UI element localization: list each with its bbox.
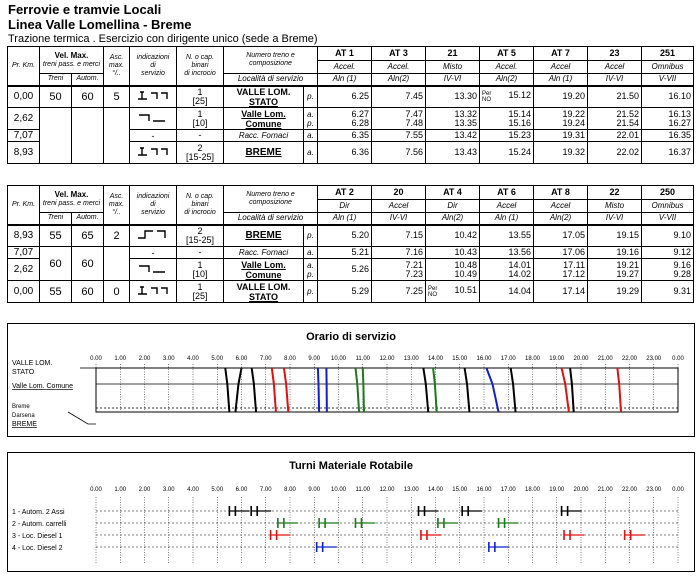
station-name: BREME	[224, 142, 304, 164]
header-indicazioni: indicazioni di servizio	[130, 186, 177, 225]
hour-label: 23.00	[646, 356, 662, 362]
km-value: 8,93	[8, 225, 40, 247]
header-binari: N. o cap. binari di incrocio	[177, 186, 224, 225]
train-time: 9.31	[642, 281, 694, 303]
train-time: 9.16 9.28	[642, 259, 694, 281]
train-composition: Aln (1)	[480, 213, 534, 225]
station-indication	[130, 142, 177, 164]
vel-autom	[72, 108, 104, 164]
train-time: 9.10	[642, 225, 694, 247]
train-time: 6.35	[318, 130, 372, 142]
station-indication	[130, 281, 177, 303]
header-asc: Asc. max. °/..	[104, 47, 130, 86]
train-path	[570, 368, 574, 412]
train-time: 5.29	[318, 281, 372, 303]
station-name: BREME	[224, 225, 304, 247]
train-path	[252, 368, 256, 412]
train-number: 250	[642, 186, 694, 200]
hour-label: 2.00	[138, 487, 151, 493]
train-path	[284, 368, 288, 412]
rolling-stock-shifts	[7, 452, 695, 572]
train-path	[318, 368, 319, 412]
vel-treni: 60	[40, 247, 72, 281]
header-autom: Autom.	[72, 74, 104, 86]
graph-title: Orario di servizio	[306, 331, 396, 343]
hour-label: 16.00	[476, 487, 492, 493]
train-type: Misto	[588, 200, 642, 213]
hour-label: 12.00	[379, 487, 395, 493]
station-symbol-icon	[135, 111, 171, 124]
train-time: 19.15	[588, 225, 642, 247]
hour-label: 11.00	[355, 487, 371, 493]
train-time: 10.43	[426, 247, 480, 259]
timetable-return	[7, 185, 694, 303]
km-value: 7,07	[8, 247, 40, 259]
km-value: 2,62	[8, 108, 40, 130]
km-value: 7,07	[8, 130, 40, 142]
hour-label: 19.00	[549, 356, 565, 362]
train-time: 15.14 15.16	[480, 108, 534, 130]
train-path	[617, 368, 621, 412]
hour-label: 18.00	[524, 487, 541, 493]
train-number: AT 8	[534, 186, 588, 200]
arrival-departure: a.	[304, 247, 318, 259]
hour-label: 10.00	[330, 356, 347, 362]
hour-label: 0.00	[672, 356, 684, 362]
train-type: Misto	[426, 61, 480, 74]
header-indicazioni: indicazioni di servizio	[130, 47, 177, 86]
asc-max	[104, 108, 130, 164]
hour-label: 16.00	[476, 356, 492, 362]
binari-value: -	[177, 130, 224, 142]
asc-max: 2	[104, 225, 130, 247]
header-binari: N. o cap. binari di incrocio	[177, 47, 224, 86]
station-name: Valle Lom. Comune	[224, 108, 304, 130]
train-type: Dir	[426, 200, 480, 213]
train-path	[235, 368, 241, 412]
train-time: 19.29	[588, 281, 642, 303]
train-time: 7.25	[372, 281, 426, 303]
train-number: AT 3	[372, 47, 426, 61]
hour-label: 4.00	[187, 356, 199, 362]
timetable-outbound	[7, 46, 694, 164]
service-graph-svg	[8, 324, 694, 436]
train-composition: Aln(2)	[372, 74, 426, 86]
hour-label: 22.00	[621, 487, 638, 493]
hour-label: 13.00	[403, 487, 419, 493]
train-type: Dir	[318, 200, 372, 213]
header-localita: Località di servizio	[224, 74, 318, 86]
binari-value: 1 [25]	[177, 86, 224, 108]
vel-treni: 55	[40, 225, 72, 247]
train-composition: IV-VI	[588, 74, 642, 86]
station-symbol-icon	[135, 262, 171, 275]
binari-value: 2 [15-25]	[177, 142, 224, 164]
hour-label: 20.00	[573, 356, 589, 362]
train-composition: Aln(2)	[426, 213, 480, 225]
hour-label: 3.00	[162, 356, 175, 362]
train-composition: IV-VI	[426, 74, 480, 86]
shift-row-label: 2 - Autom. carrelli	[12, 521, 67, 528]
train-time: 13.32 13.35	[426, 108, 480, 130]
arrival-departure: a. p.	[304, 108, 318, 130]
train-composition: V-VII	[642, 74, 694, 86]
hour-label: 15.00	[452, 487, 468, 493]
train-time: 19.22 19.24	[534, 108, 588, 130]
graph-connector	[68, 412, 96, 424]
train-type: Accel	[534, 61, 588, 74]
header-localita: Località di servizio	[224, 213, 318, 225]
station-label: BREME	[12, 421, 37, 428]
shift-row-label: 3 - Loc. Diesel 1	[12, 533, 63, 540]
hour-label: 9.00	[308, 487, 321, 493]
station-name: Racc. Fornaci	[224, 130, 304, 142]
train-number: 22	[588, 186, 642, 200]
train-number: AT 7	[534, 47, 588, 61]
train-number: 20	[372, 186, 426, 200]
train-time: 7.45	[372, 86, 426, 108]
hour-label: 9.00	[308, 356, 321, 362]
hour-label: 1.00	[114, 356, 127, 362]
train-path	[272, 368, 276, 412]
hour-label: 14.00	[427, 487, 444, 493]
train-type: Accel.	[318, 61, 372, 74]
train-time: 7.56	[372, 142, 426, 164]
header-pr-km: Pr. Km.	[8, 186, 40, 225]
train-composition: Aln (1)	[534, 74, 588, 86]
train-time: 6.27 6.28	[318, 108, 372, 130]
station-indication: -	[130, 247, 177, 259]
arrival-departure: p.	[304, 86, 318, 108]
train-time: 19.16	[588, 247, 642, 259]
train-path	[511, 368, 516, 412]
hour-label: 0.00	[672, 487, 684, 493]
hour-label: 17.00	[500, 356, 516, 362]
train-path	[433, 368, 437, 412]
vel-treni: 55	[40, 281, 72, 303]
station-name: VALLE LOM. STATO	[224, 281, 304, 303]
hour-label: 11.00	[355, 356, 371, 362]
train-path	[355, 368, 359, 412]
vel-treni	[40, 108, 72, 164]
hour-label: 18.00	[524, 356, 541, 362]
train-time: 13.30	[426, 86, 480, 108]
hour-label: 22.00	[621, 356, 638, 362]
km-value: 0,00	[8, 281, 40, 303]
train-time: 19.20	[534, 86, 588, 108]
train-path	[363, 368, 364, 412]
hour-label: 0.00	[90, 487, 102, 493]
train-composition: Aln(2)	[534, 213, 588, 225]
train-time: 13.42	[426, 130, 480, 142]
hour-label: 3.00	[162, 487, 175, 493]
train-time: 19.21 19.27	[588, 259, 642, 281]
train-number: AT 5	[480, 47, 534, 61]
train-time: 16.35	[642, 130, 694, 142]
train-time: 21.50	[588, 86, 642, 108]
shift-row-label: 1 - Autom. 2 Assi	[12, 509, 65, 516]
station-name: VALLE LOM. STATO	[224, 86, 304, 108]
train-time: 15.24	[480, 142, 534, 164]
vel-autom: 60	[72, 247, 104, 281]
train-type: Accel	[588, 61, 642, 74]
hour-label: 15.00	[452, 356, 468, 362]
train-time: 9.12	[642, 247, 694, 259]
hour-label: 6.00	[235, 487, 248, 493]
train-path	[562, 368, 569, 412]
train-time: 10.42	[426, 225, 480, 247]
binari-value: 1 [10]	[177, 108, 224, 130]
hour-label: 17.00	[500, 487, 516, 493]
header-treni: Treni	[40, 74, 72, 86]
train-composition: IV-VI	[372, 213, 426, 225]
hour-label: 21.00	[597, 487, 613, 493]
hour-label: 20.00	[573, 487, 589, 493]
station-symbol-icon	[135, 228, 171, 241]
vel-autom: 65	[72, 225, 104, 247]
train-time: 5.26	[318, 259, 372, 281]
hour-label: 2.00	[138, 356, 151, 362]
train-type: Accel	[480, 200, 534, 213]
train-time: 17.06	[534, 247, 588, 259]
hour-label: 6.00	[235, 356, 248, 362]
line-subtitle: Trazione termica . Esercizio con dirigente unico (sede a Breme)	[8, 33, 318, 45]
train-time: 7.16	[372, 247, 426, 259]
train-type: Accel	[534, 200, 588, 213]
train-composition: Aln (1)	[318, 213, 372, 225]
train-time: 13.43	[426, 142, 480, 164]
station-indication	[130, 225, 177, 247]
train-composition: IV-VI	[588, 213, 642, 225]
station-name: Racc. Fornaci	[224, 247, 304, 259]
train-time: 13.55	[480, 225, 534, 247]
train-composition: Aln (1)	[318, 74, 372, 86]
hour-label: 4.00	[187, 487, 199, 493]
vel-treni: 50	[40, 86, 72, 108]
hour-label: 7.00	[259, 356, 272, 362]
hour-label: 8.00	[284, 356, 296, 362]
asc-max	[104, 247, 130, 281]
hour-label: 1.00	[114, 487, 127, 493]
page-title: Ferrovie e tramvie Locali	[8, 2, 162, 17]
train-path	[486, 368, 498, 412]
train-time: 14.04	[480, 281, 534, 303]
hour-label: 19.00	[549, 487, 565, 493]
arrival-departure: p.	[304, 225, 318, 247]
header-vel-max: Vel. Max. treni pass. e merci	[40, 186, 104, 213]
train-time: 17.05	[534, 225, 588, 247]
binari-value: -	[177, 247, 224, 259]
station-name: Valle Lom. Comune	[224, 259, 304, 281]
train-type: Accel.	[480, 61, 534, 74]
train-path	[225, 368, 229, 412]
arrival-departure: a. p.	[304, 259, 318, 281]
header-treni: Treni	[40, 213, 72, 225]
train-time: Per NO 10.51	[426, 281, 480, 303]
train-type: Accel.	[372, 61, 426, 74]
station-indication	[130, 86, 177, 108]
train-time: 7.15	[372, 225, 426, 247]
header-numero-treno: Numero treno e composizione	[224, 47, 318, 74]
train-time: 17.11 17.12	[534, 259, 588, 281]
train-time: 14.01 14.02	[480, 259, 534, 281]
hour-label: 0.00	[90, 356, 102, 362]
station-indication: -	[130, 130, 177, 142]
hour-label: 7.00	[259, 487, 272, 493]
arrival-departure: a.	[304, 142, 318, 164]
rolling-stock-svg	[8, 453, 694, 571]
station-symbol-icon	[135, 89, 171, 102]
train-time: 15.23	[480, 130, 534, 142]
station-indication	[130, 259, 177, 281]
station-indication	[130, 108, 177, 130]
train-number: 23	[588, 47, 642, 61]
train-type: Omnibus	[642, 200, 694, 213]
hour-label: 12.00	[379, 356, 395, 362]
header-vel-max: Vel. Max. treni pass. e merci	[40, 47, 104, 74]
km-value: 8,93	[8, 142, 40, 164]
arrival-departure: p.	[304, 281, 318, 303]
train-number: 251	[642, 47, 694, 61]
train-number: AT 2	[318, 186, 372, 200]
train-path	[465, 368, 470, 412]
binari-value: 1 [10]	[177, 259, 224, 281]
arrival-departure: a.	[304, 130, 318, 142]
station-label: Valle Lom. Comune	[12, 383, 73, 390]
train-time: 16.10	[642, 86, 694, 108]
train-composition: Aln(2)	[480, 74, 534, 86]
train-composition: V-VII	[642, 213, 694, 225]
header-autom: Autom.	[72, 213, 104, 225]
train-time: 21.52 21.54	[588, 108, 642, 130]
train-time: 22.01	[588, 130, 642, 142]
binari-value: 1 [25]	[177, 281, 224, 303]
train-time: 5.20	[318, 225, 372, 247]
shift-row-label: 4 - Loc. Diesel 2	[12, 545, 63, 552]
header-asc: Asc. max. °/..	[104, 186, 130, 225]
hour-label: 8.00	[284, 487, 296, 493]
train-time: 17.14	[534, 281, 588, 303]
train-time: 22.02	[588, 142, 642, 164]
train-number: AT 4	[426, 186, 480, 200]
train-time: Per NO 15.12	[480, 86, 534, 108]
train-time: 6.25	[318, 86, 372, 108]
train-time: 6.36	[318, 142, 372, 164]
train-time: 5.21	[318, 247, 372, 259]
shifts-title: Turni Materiale Rotabile	[289, 460, 413, 472]
station-label: Breme	[12, 404, 30, 410]
station-label: VALLE LOM.	[12, 360, 53, 367]
train-time: 13.56	[480, 247, 534, 259]
train-time: 16.13 16.27	[642, 108, 694, 130]
train-number: 21	[426, 47, 480, 61]
km-value: 2,62	[8, 259, 40, 281]
train-time: 19.31	[534, 130, 588, 142]
train-number: AT 6	[480, 186, 534, 200]
hour-label: 13.00	[403, 356, 419, 362]
service-graph	[7, 323, 695, 437]
train-time: 19.32	[534, 142, 588, 164]
station-label: Darsena	[12, 413, 35, 419]
header-numero-treno: Numero treno e composizione	[224, 186, 318, 213]
train-time: 10.48 10.49	[426, 259, 480, 281]
header-pr-km: Pr. Km.	[8, 47, 40, 86]
asc-max: 0	[104, 281, 130, 303]
hour-label: 10.00	[330, 487, 347, 493]
hour-label: 21.00	[597, 356, 613, 362]
hour-label: 23.00	[646, 487, 662, 493]
train-type: Accel	[372, 200, 426, 213]
vel-autom: 60	[72, 86, 104, 108]
train-time: 7.21 7.23	[372, 259, 426, 281]
train-type: Omnibus	[642, 61, 694, 74]
station-symbol-icon	[135, 284, 171, 297]
train-number: AT 1	[318, 47, 372, 61]
train-path	[423, 368, 428, 412]
station-label: STATO	[12, 369, 35, 376]
line-title: Linea Valle Lomellina - Breme	[8, 17, 192, 32]
train-time: 16.37	[642, 142, 694, 164]
vel-autom: 60	[72, 281, 104, 303]
hour-label: 14.00	[427, 356, 444, 362]
asc-max: 5	[104, 86, 130, 108]
binari-value: 2 [15-25]	[177, 225, 224, 247]
hour-label: 5.00	[211, 356, 224, 362]
hour-label: 5.00	[211, 487, 224, 493]
station-symbol-icon	[135, 145, 171, 158]
km-value: 0,00	[8, 86, 40, 108]
train-time: 7.47 7.48	[372, 108, 426, 130]
train-time: 7.55	[372, 130, 426, 142]
